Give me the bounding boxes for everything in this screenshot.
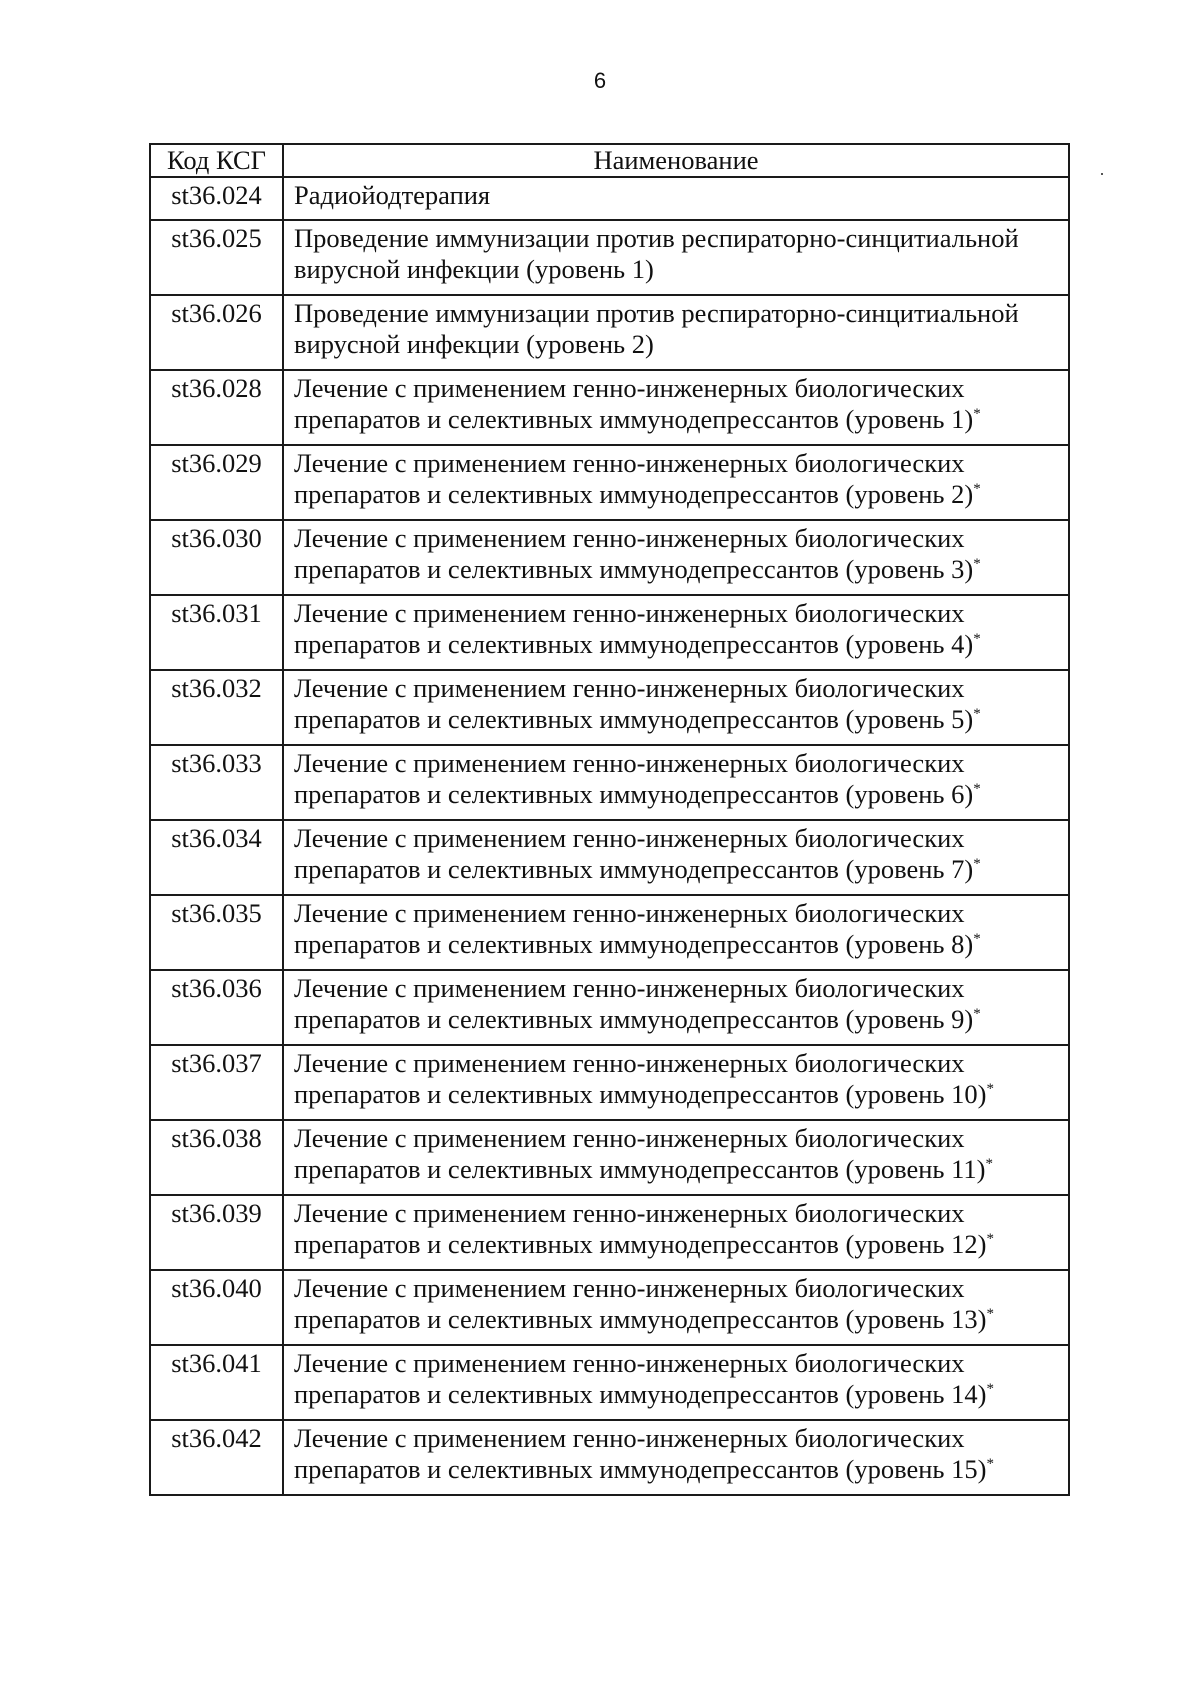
ksg-name-text: Лечение с применением генно-инженерных биологических препаратов и селективных иммунодепрессантов (уровень 7) xyxy=(294,823,974,884)
ksg-name-cell xyxy=(283,1270,1069,1345)
ksg-code-cell: st36.033 xyxy=(150,745,283,820)
table-row xyxy=(150,745,1069,820)
header-name: Наименование xyxy=(283,144,1069,177)
footnote-marker: * xyxy=(973,1006,981,1023)
table-row xyxy=(150,1345,1069,1420)
ksg-name-text: Лечение с применением генно-инженерных биологических препаратов и селективных иммунодепрессантов (уровень 4) xyxy=(294,598,974,659)
ksg-code-cell: st36.042 xyxy=(150,1420,283,1495)
ksg-name-text: Лечение с применением генно-инженерных биологических препаратов и селективных иммунодепрессантов (уровень 6) xyxy=(294,748,974,809)
ksg-name-cell xyxy=(283,1120,1069,1195)
table-row xyxy=(150,445,1069,520)
table-row xyxy=(150,1120,1069,1195)
ksg-name-text: Лечение с применением генно-инженерных биологических препаратов и селективных иммунодепрессантов (уровень 1) xyxy=(294,373,974,434)
footnote-marker: * xyxy=(973,781,981,798)
ksg-name-cell xyxy=(283,520,1069,595)
ksg-code-cell: st36.038 xyxy=(150,1120,283,1195)
table-header xyxy=(150,144,1069,177)
ksg-name-cell xyxy=(283,1045,1069,1120)
table-row xyxy=(150,670,1069,745)
ksg-name-cell xyxy=(283,595,1069,670)
ksg-name-cell xyxy=(283,820,1069,895)
ksg-name-cell xyxy=(283,670,1069,745)
ksg-name-text: Проведение иммунизации против респираторно-синцитиальной вирусной инфекции (уровень 1) xyxy=(294,223,1019,284)
ksg-name-text: Лечение с применением генно-инженерных биологических препаратов и селективных иммунодепрессантов (уровень 10) xyxy=(294,1048,987,1109)
ksg-code-cell: st36.028 xyxy=(150,370,283,445)
ksg-name-text: Проведение иммунизации против респираторно-синцитиальной вирусной инфекции (уровень 2) xyxy=(294,298,1019,359)
ksg-code-cell: st36.040 xyxy=(150,1270,283,1345)
table-row xyxy=(150,1045,1069,1120)
footnote-marker: * xyxy=(973,856,981,873)
ksg-name-cell xyxy=(283,895,1069,970)
table-row xyxy=(150,1270,1069,1345)
ksg-code-cell: st36.035 xyxy=(150,895,283,970)
ksg-code-cell: st36.039 xyxy=(150,1195,283,1270)
table-row xyxy=(150,1195,1069,1270)
footnote-marker: * xyxy=(986,1081,994,1098)
ksg-name-text: Лечение с применением генно-инженерных биологических препаратов и селективных иммунодепрессантов (уровень 2) xyxy=(294,448,974,509)
table-row xyxy=(150,295,1069,370)
ksg-name-text: Лечение с применением генно-инженерных биологических препаратов и селективных иммунодепрессантов (уровень 5) xyxy=(294,673,974,734)
ksg-code-cell: st36.031 xyxy=(150,595,283,670)
table-row xyxy=(150,895,1069,970)
table-body xyxy=(150,177,1069,1495)
table-row xyxy=(150,177,1069,220)
ksg-code-cell: st36.030 xyxy=(150,520,283,595)
scan-speck xyxy=(1101,173,1103,175)
ksg-name-cell xyxy=(283,1195,1069,1270)
footnote-marker: * xyxy=(973,931,981,948)
footnote-marker: * xyxy=(973,631,981,648)
footnote-marker: * xyxy=(973,481,981,498)
ksg-name-text: Лечение с применением генно-инженерных биологических препаратов и селективных иммунодепрессантов (уровень 9) xyxy=(294,973,974,1034)
table-row xyxy=(150,520,1069,595)
footnote-marker: * xyxy=(986,1456,994,1473)
ksg-table xyxy=(149,143,1070,1496)
table-row xyxy=(150,220,1069,295)
ksg-name-cell xyxy=(283,970,1069,1045)
footnote-marker: * xyxy=(986,1306,994,1323)
ksg-name-cell xyxy=(283,1420,1069,1495)
ksg-name-cell xyxy=(283,295,1069,370)
ksg-code-cell: st36.041 xyxy=(150,1345,283,1420)
footnote-marker: * xyxy=(986,1231,994,1248)
ksg-name-cell xyxy=(283,445,1069,520)
page-number: 6 xyxy=(593,68,607,93)
ksg-code-cell: st36.029 xyxy=(150,445,283,520)
ksg-name-text: Лечение с применением генно-инженерных биологических препаратов и селективных иммунодепрессантов (уровень 8) xyxy=(294,898,974,959)
footnote-marker: * xyxy=(973,706,981,723)
footnote-marker: * xyxy=(973,406,981,423)
footnote-marker: * xyxy=(973,556,981,573)
footnote-marker: * xyxy=(986,1381,994,1398)
ksg-name-text: Лечение с применением генно-инженерных биологических препаратов и селективных иммунодепрессантов (уровень 15) xyxy=(294,1423,987,1484)
ksg-code-cell: st36.036 xyxy=(150,970,283,1045)
ksg-code-cell: st36.025 xyxy=(150,220,283,295)
ksg-name-cell xyxy=(283,370,1069,445)
ksg-name-text: Лечение с применением генно-инженерных биологических препаратов и селективных иммунодепрессантов (уровень 12) xyxy=(294,1198,987,1259)
header-code: Код КСГ xyxy=(150,144,283,177)
ksg-code-cell: st36.026 xyxy=(150,295,283,370)
table-row xyxy=(150,370,1069,445)
ksg-name-text: Лечение с применением генно-инженерных биологических препаратов и селективных иммунодепрессантов (уровень 13) xyxy=(294,1273,987,1334)
ksg-name-text: Лечение с применением генно-инженерных биологических препаратов и селективных иммунодепрессантов (уровень 14) xyxy=(294,1348,987,1409)
ksg-name-text: Лечение с применением генно-инженерных биологических препаратов и селективных иммунодепрессантов (уровень 11) xyxy=(294,1123,986,1184)
ksg-name-cell xyxy=(283,177,1069,220)
ksg-name-cell xyxy=(283,1345,1069,1420)
table-row xyxy=(150,1420,1069,1495)
footnote-marker: * xyxy=(985,1156,993,1173)
ksg-code-cell: st36.024 xyxy=(150,177,283,220)
ksg-name-text: Лечение с применением генно-инженерных биологических препаратов и селективных иммунодепрессантов (уровень 3) xyxy=(294,523,974,584)
table-row xyxy=(150,970,1069,1045)
ksg-code-cell: st36.034 xyxy=(150,820,283,895)
table-row xyxy=(150,820,1069,895)
table-row xyxy=(150,595,1069,670)
ksg-name-cell xyxy=(283,220,1069,295)
ksg-code-cell: st36.037 xyxy=(150,1045,283,1120)
ksg-name-text: Радиойодтерапия xyxy=(294,180,491,210)
ksg-code-cell: st36.032 xyxy=(150,670,283,745)
ksg-name-cell xyxy=(283,745,1069,820)
